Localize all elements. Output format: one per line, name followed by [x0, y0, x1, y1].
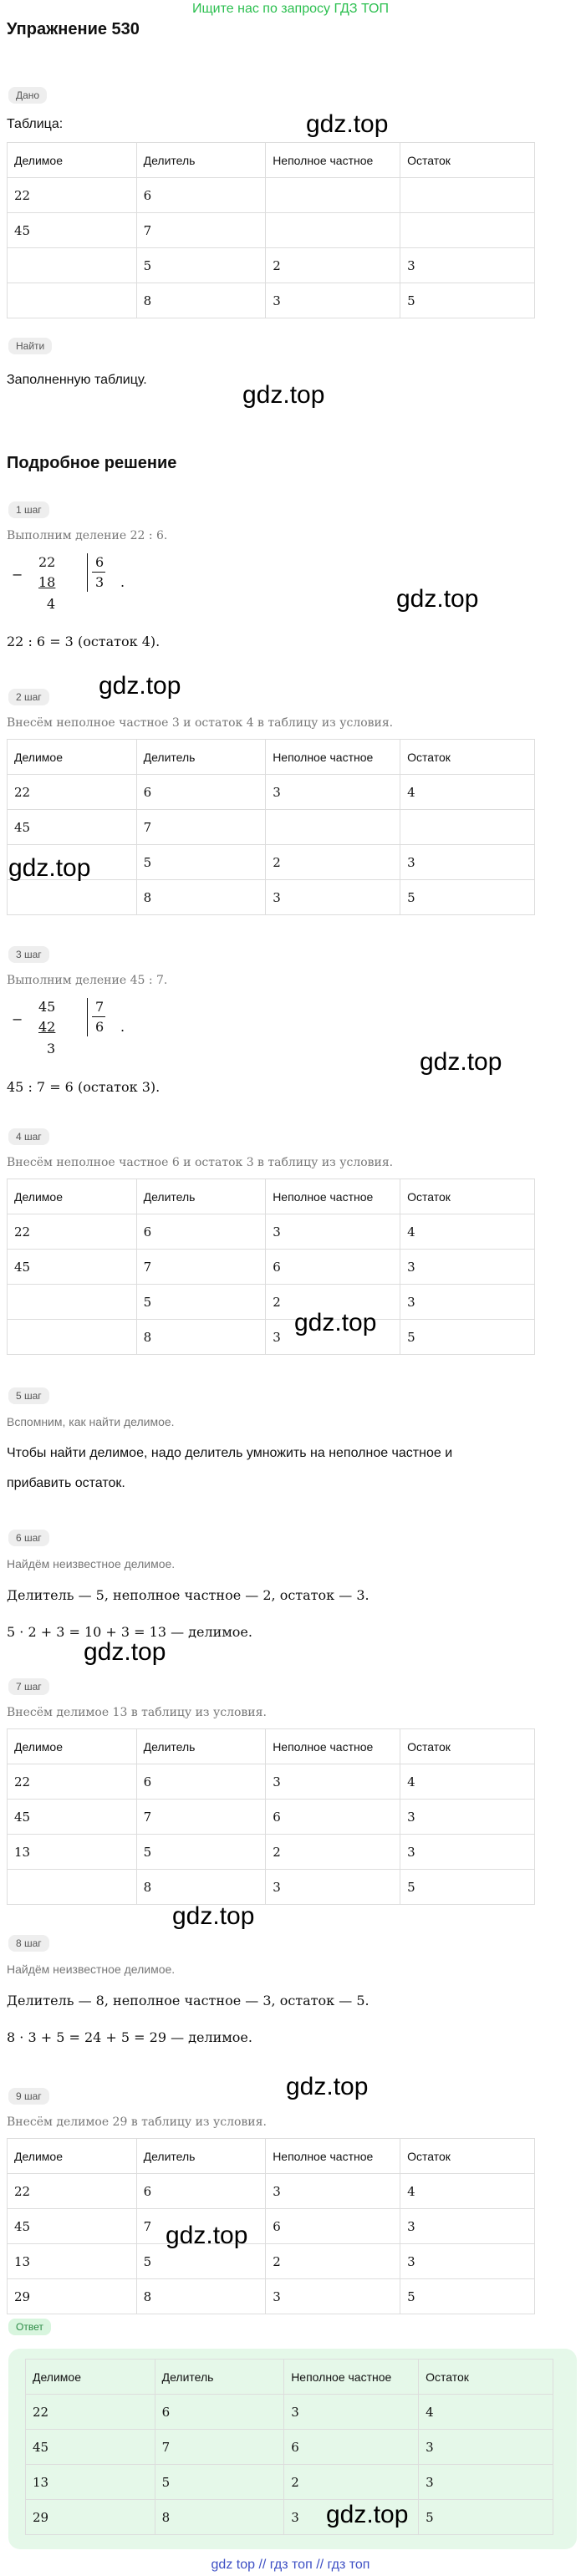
- step-table: [7, 1179, 535, 1355]
- table-cell: 8: [136, 1320, 266, 1355]
- table-header-cell: Делимое: [8, 2139, 137, 2174]
- watermark: gdz.top: [84, 1638, 166, 1666]
- table-header-row: [8, 740, 535, 775]
- find-text: Заполненную таблицу.: [7, 373, 147, 387]
- solution-title: Подробное решение: [7, 454, 177, 472]
- table-cell: 45: [8, 2209, 137, 2244]
- table-header-cell: Делитель: [136, 1179, 266, 1214]
- table-header-cell: Делитель: [136, 2139, 266, 2174]
- step-text: Чтобы найти делимое, надо делитель умножить на неполное частное и: [7, 1446, 453, 1460]
- table-cell: 29: [26, 2500, 155, 2535]
- table-header-cell: Неполное частное: [266, 143, 400, 178]
- table-row: [26, 2395, 553, 2430]
- table-cell: 4: [400, 775, 535, 810]
- table-cell: 6: [155, 2395, 284, 2430]
- division-remainder: 4: [47, 596, 56, 612]
- table-cell: 8: [136, 880, 266, 915]
- table-row: [8, 283, 535, 318]
- table-cell: 6: [136, 775, 266, 810]
- step-badge: 3 шаг: [8, 946, 49, 963]
- step-table: [7, 739, 535, 915]
- table-cell: 3: [400, 1285, 535, 1320]
- table-cell: 3: [400, 1800, 535, 1835]
- step-text: 5 · 2 + 3 = 10 + 3 = 13 — делимое.: [7, 1624, 252, 1640]
- step-text: Делитель — 8, неполное частное — 3, остаток — 5.: [7, 1993, 369, 2008]
- step-badge: 4 шаг: [8, 1128, 49, 1145]
- table-cell: [8, 248, 137, 283]
- table-cell: 7: [136, 810, 266, 845]
- table-cell: 7: [155, 2430, 284, 2465]
- table-cell: 7: [136, 2209, 266, 2244]
- table-cell: 4: [419, 2395, 553, 2430]
- table-cell: 6: [136, 1764, 266, 1800]
- table-cell: 45: [26, 2430, 155, 2465]
- table-header-row: [26, 2360, 553, 2395]
- table-row: [8, 1835, 535, 1870]
- table-cell: 8: [155, 2500, 284, 2535]
- table-header-cell: Неполное частное: [266, 1179, 400, 1214]
- table-cell: 45: [8, 1250, 137, 1285]
- table-cell: 3: [400, 2244, 535, 2279]
- table-cell: 3: [266, 775, 400, 810]
- step-text: Делитель — 5, неполное частное — 2, остаток — 3.: [7, 1587, 369, 1603]
- table-cell: 2: [266, 1285, 400, 1320]
- table-row: [8, 880, 535, 915]
- table-header-cell: Остаток: [400, 2139, 535, 2174]
- table-header-cell: Делитель: [136, 143, 266, 178]
- page-title: Упражнение 530: [7, 20, 140, 38]
- watermark: gdz.top: [396, 585, 479, 613]
- table-cell: 6: [266, 2209, 400, 2244]
- watermark: gdz.top: [326, 2501, 409, 2528]
- table-cell: 3: [419, 2465, 553, 2500]
- table-cell: 3: [400, 1250, 535, 1285]
- table-cell: 22: [8, 775, 137, 810]
- table-cell: 5: [155, 2465, 284, 2500]
- find-badge: Найти: [8, 338, 52, 354]
- table-row: [8, 2279, 535, 2314]
- table-cell: 5: [136, 1285, 266, 1320]
- table-cell: 13: [8, 1835, 137, 1870]
- long-division: − 22 18 4 6 3 .: [12, 554, 125, 612]
- division-dividend: 45: [38, 999, 56, 1015]
- table-cell: 3: [400, 248, 535, 283]
- given-label: Таблица:: [7, 117, 64, 131]
- table-cell: [266, 178, 400, 213]
- table-cell: 3: [266, 2279, 400, 2314]
- table-cell: 29: [8, 2279, 137, 2314]
- table-cell: 22: [8, 1214, 137, 1250]
- step-intro: Внесём делимое 29 в таблицу из условия.: [7, 2115, 267, 2129]
- table-cell: 5: [136, 248, 266, 283]
- table-cell: [400, 810, 535, 845]
- table-cell: 8: [136, 1870, 266, 1905]
- table-header-row: [8, 2139, 535, 2174]
- table-cell: 5: [400, 880, 535, 915]
- table-cell: 13: [26, 2465, 155, 2500]
- table-cell: 2: [266, 2244, 400, 2279]
- watermark: gdz.top: [8, 854, 91, 882]
- answer-table: [25, 2359, 553, 2535]
- step-badge: 7 шаг: [8, 1678, 49, 1695]
- table-row: [8, 1870, 535, 1905]
- table-row: [8, 248, 535, 283]
- given-badge: Дано: [8, 87, 47, 104]
- watermark: gdz.top: [166, 2222, 248, 2249]
- step-text: 8 · 3 + 5 = 24 + 5 = 29 — делимое.: [7, 2029, 252, 2045]
- table-header-cell: Делимое: [8, 740, 137, 775]
- table-cell: [8, 1870, 137, 1905]
- table-row: [8, 1214, 535, 1250]
- step-badge: 8 шаг: [8, 1935, 49, 1952]
- step-intro: Внесём неполное частное 3 и остаток 4 в таблицу из условия.: [7, 716, 394, 730]
- division-dividend: 22: [38, 554, 56, 570]
- step-intro: Выполним деление 45 : 7.: [7, 974, 168, 987]
- table-header-cell: Остаток: [400, 1729, 535, 1764]
- table-cell: 3: [266, 1870, 400, 1905]
- table-cell: 3: [266, 1320, 400, 1355]
- table-row: [26, 2500, 553, 2535]
- table-row: [8, 1764, 535, 1800]
- table-cell: 3: [419, 2430, 553, 2465]
- table-row: [8, 2244, 535, 2279]
- table-header-cell: Неполное частное: [266, 740, 400, 775]
- table-cell: 5: [400, 2279, 535, 2314]
- table-row: [8, 1800, 535, 1835]
- table-header-cell: Неполное частное: [266, 2139, 400, 2174]
- table-header-cell: Остаток: [400, 740, 535, 775]
- table-cell: 22: [8, 178, 137, 213]
- table-cell: 6: [284, 2430, 419, 2465]
- table-cell: 3: [400, 845, 535, 880]
- watermark: gdz.top: [99, 672, 181, 700]
- table-cell: 2: [266, 1835, 400, 1870]
- table-header-row: [8, 1729, 535, 1764]
- division-product: 42: [38, 1019, 56, 1035]
- table-header-cell: Остаток: [400, 143, 535, 178]
- table-cell: 7: [136, 1800, 266, 1835]
- table-row: [8, 810, 535, 845]
- table-cell: 6: [136, 178, 266, 213]
- table-header-cell: Делимое: [8, 143, 137, 178]
- table-cell: 5: [136, 2244, 266, 2279]
- table-cell: 6: [266, 1250, 400, 1285]
- table-cell: 6: [136, 2174, 266, 2209]
- step-intro: Найдём неизвестное делимое.: [7, 1963, 176, 1976]
- step-badge: 9 шаг: [8, 2088, 49, 2105]
- given-table: [7, 142, 535, 318]
- step-badge: 6 шаг: [8, 1530, 49, 1546]
- table-cell: [8, 880, 137, 915]
- table-cell: 45: [8, 213, 137, 248]
- table-cell: 2: [284, 2465, 419, 2500]
- table-cell: 4: [400, 2174, 535, 2209]
- table-row: [8, 1285, 535, 1320]
- table-cell: 13: [8, 2244, 137, 2279]
- table-cell: 3: [284, 2395, 419, 2430]
- table-cell: 7: [136, 1250, 266, 1285]
- step-text: прибавить остаток.: [7, 1476, 125, 1490]
- step-intro: Выполним деление 22 : 6.: [7, 529, 168, 542]
- table-cell: 7: [136, 213, 266, 248]
- table-header-cell: Делимое: [8, 1179, 137, 1214]
- table-cell: 4: [400, 1214, 535, 1250]
- answer-badge: Ответ: [8, 2319, 51, 2335]
- table-row: [8, 2209, 535, 2244]
- table-header-row: [8, 143, 535, 178]
- step-table: [7, 1728, 535, 1905]
- table-cell: 6: [136, 1214, 266, 1250]
- watermark: gdz.top: [420, 1048, 502, 1076]
- table-cell: [8, 1285, 137, 1320]
- step-intro: Найдём неизвестное делимое.: [7, 1557, 176, 1571]
- table-row: [8, 1320, 535, 1355]
- division-quotient: 6: [95, 1019, 104, 1035]
- step-intro: Внесём неполное частное 6 и остаток 3 в таблицу из условия.: [7, 1156, 394, 1169]
- table-header-cell: Делимое: [26, 2360, 155, 2395]
- table-cell: 5: [419, 2500, 553, 2535]
- division-divisor: 6: [95, 554, 104, 570]
- step-badge: 1 шаг: [8, 501, 49, 518]
- watermark: gdz.top: [242, 381, 325, 409]
- table-header-cell: Делимое: [8, 1729, 137, 1764]
- table-cell: 5: [400, 1870, 535, 1905]
- table-cell: 3: [400, 2209, 535, 2244]
- table-cell: 3: [266, 880, 400, 915]
- table-header-cell: Остаток: [400, 1179, 535, 1214]
- table-cell: 8: [136, 283, 266, 318]
- long-division: − 45 42 3 7 6 .: [12, 999, 125, 1056]
- division-divisor: 7: [95, 999, 104, 1015]
- watermark: gdz.top: [286, 2073, 369, 2100]
- table-cell: 3: [266, 283, 400, 318]
- table-cell: 3: [266, 1764, 400, 1800]
- step-table: [7, 2138, 535, 2314]
- table-header-cell: Неполное частное: [266, 1729, 400, 1764]
- table-cell: [8, 283, 137, 318]
- table-cell: 5: [400, 283, 535, 318]
- watermark: gdz.top: [294, 1309, 377, 1336]
- table-cell: [400, 213, 535, 248]
- table-cell: 45: [8, 810, 137, 845]
- step-intro: Вспомним, как найти делимое.: [7, 1415, 175, 1428]
- table-cell: 5: [136, 845, 266, 880]
- table-header-cell: Остаток: [419, 2360, 553, 2395]
- table-cell: 3: [284, 2500, 419, 2535]
- table-header-row: [8, 1179, 535, 1214]
- step-result: 22 : 6 = 3 (остаток 4).: [7, 634, 161, 649]
- table-row: [26, 2430, 553, 2465]
- table-cell: 5: [136, 1835, 266, 1870]
- table-header-cell: Делитель: [136, 740, 266, 775]
- table-cell: 45: [8, 1800, 137, 1835]
- table-header-cell: Делитель: [155, 2360, 284, 2395]
- table-header-cell: Неполное частное: [284, 2360, 419, 2395]
- table-cell: 8: [136, 2279, 266, 2314]
- table-cell: [266, 213, 400, 248]
- table-cell: [266, 810, 400, 845]
- table-row: [8, 213, 535, 248]
- step-result: 45 : 7 = 6 (остаток 3).: [7, 1079, 161, 1095]
- table-cell: 2: [266, 845, 400, 880]
- table-row: [8, 178, 535, 213]
- table-cell: 5: [400, 1320, 535, 1355]
- footer-links[interactable]: gdz top // гдз топ // гдз топ: [211, 2558, 370, 2572]
- table-row: [8, 1250, 535, 1285]
- table-cell: 22: [26, 2395, 155, 2430]
- table-cell: [8, 1320, 137, 1355]
- table-cell: 2: [266, 248, 400, 283]
- step-badge: 2 шаг: [8, 689, 49, 705]
- top-banner[interactable]: Ищите нас по запросу ГДЗ ТОП: [192, 2, 389, 16]
- division-quotient: 3: [95, 574, 104, 590]
- watermark: gdz.top: [306, 110, 389, 138]
- table-row: [8, 775, 535, 810]
- table-cell: 4: [400, 1764, 535, 1800]
- table-row: [8, 2174, 535, 2209]
- division-product: 18: [38, 574, 56, 590]
- table-cell: 6: [266, 1800, 400, 1835]
- division-remainder: 3: [47, 1041, 56, 1056]
- table-row: [26, 2465, 553, 2500]
- table-cell: 3: [400, 1835, 535, 1870]
- step-badge: 5 шаг: [8, 1387, 49, 1404]
- step-intro: Внесём делимое 13 в таблицу из условия.: [7, 1706, 267, 1719]
- table-cell: 22: [8, 2174, 137, 2209]
- watermark: gdz.top: [172, 1902, 255, 1930]
- table-cell: 3: [266, 1214, 400, 1250]
- table-cell: 22: [8, 1764, 137, 1800]
- table-cell: 3: [266, 2174, 400, 2209]
- table-header-cell: Делитель: [136, 1729, 266, 1764]
- table-cell: [400, 178, 535, 213]
